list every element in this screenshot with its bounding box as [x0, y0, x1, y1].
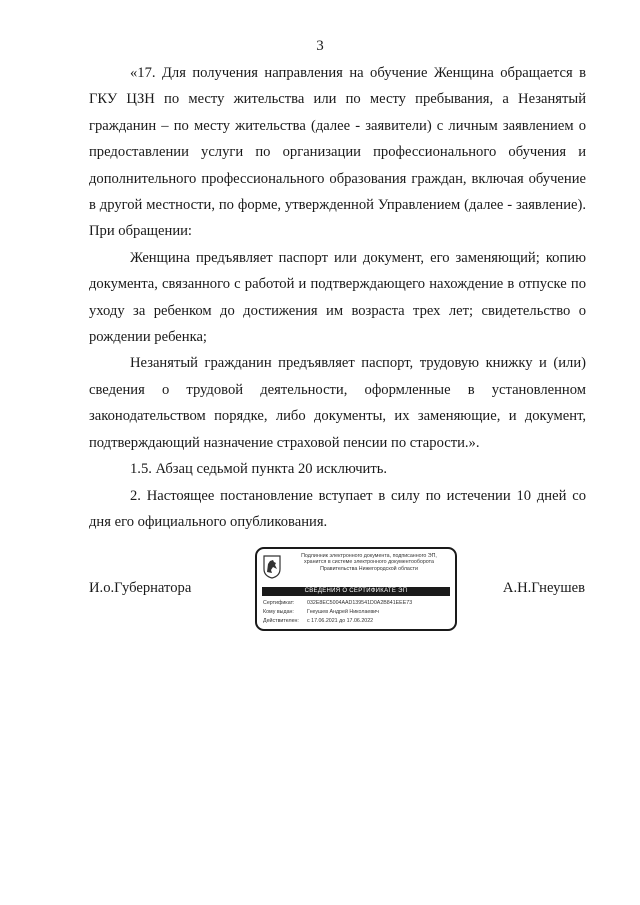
stamp-title: СВЕДЕНИЯ О СЕРТИФИКАТЕ ЭП [262, 587, 450, 596]
electronic-signature-stamp [255, 547, 457, 631]
issued-to-value: Гнеушев Андрей Николаевич [307, 609, 379, 615]
paragraph-item-17: «17. Для получения направления на обучение Женщина обращается в ГКУ ЦЗН по месту жительства или по месту пребывания, а Незанятый гражданин – по месту жительства (далее - заявители) с личным заявлением о предоставлении услуги по организации профессионального обучения и дополнительного профессионального образования граждан, включая обучение в другой местности, по форме, утвержденной Управлением (далее - заявление). При обращении: [89, 65, 586, 240]
paragraph-unemployed-documents: Незанятый гражданин предъявляет паспорт, трудовую книжку и (или) сведения о трудовой деятельности, оформленные в установленном законодательством порядке, либо документы, их заменяющие, и документ, подтверждающий назначение страховой пенсии по старости.». [89, 355, 586, 451]
certificate-value: 032E8EC5004AAD139541D0A2B841EEE73 [307, 600, 413, 606]
stamp-details [263, 599, 412, 626]
page-number: 3 [316, 38, 324, 54]
stamp-header-line: Подлинник электронного документа, подписанного ЭП, [301, 553, 437, 559]
signatory-name: А.Н.Гнеушев [502, 580, 585, 596]
certificate-row [263, 599, 412, 608]
validity-value: с 17.06.2021 до 17.06.2022 [307, 618, 374, 624]
document-body [89, 60, 586, 535]
paragraph-woman-documents: Женщина предъявляет паспорт или документ, его заменяющий; копию документа, связанного с работой и подтверждающего нахождение в отпуске по уходу за ребенком до достижения им возраста трех лет; свидетельство о рождении ребенка; [89, 249, 586, 346]
stamp-header-line: Правительства Нижегородской области [320, 565, 418, 572]
paragraph-amendment-1-5: 1.5. Абзац седьмой пункта 20 исключить. [130, 461, 388, 478]
issued-to-label: Кому выдан: [263, 609, 294, 615]
coat-of-arms-icon [263, 555, 281, 579]
validity-label: Действителен: [263, 618, 299, 624]
signatory-position: И.о.Губернатора [89, 580, 192, 596]
validity-row [263, 617, 412, 626]
certificate-label: Сертификат: [263, 600, 295, 606]
stamp-header [285, 553, 453, 572]
paragraph-effective-date: 2. Настоящее постановление вступает в силу по истечении 10 дней со дня его официального опубликования. [89, 487, 586, 530]
issued-to-row [263, 608, 412, 617]
stamp-header-line: хранится в системе электронного документооборота [304, 559, 434, 566]
